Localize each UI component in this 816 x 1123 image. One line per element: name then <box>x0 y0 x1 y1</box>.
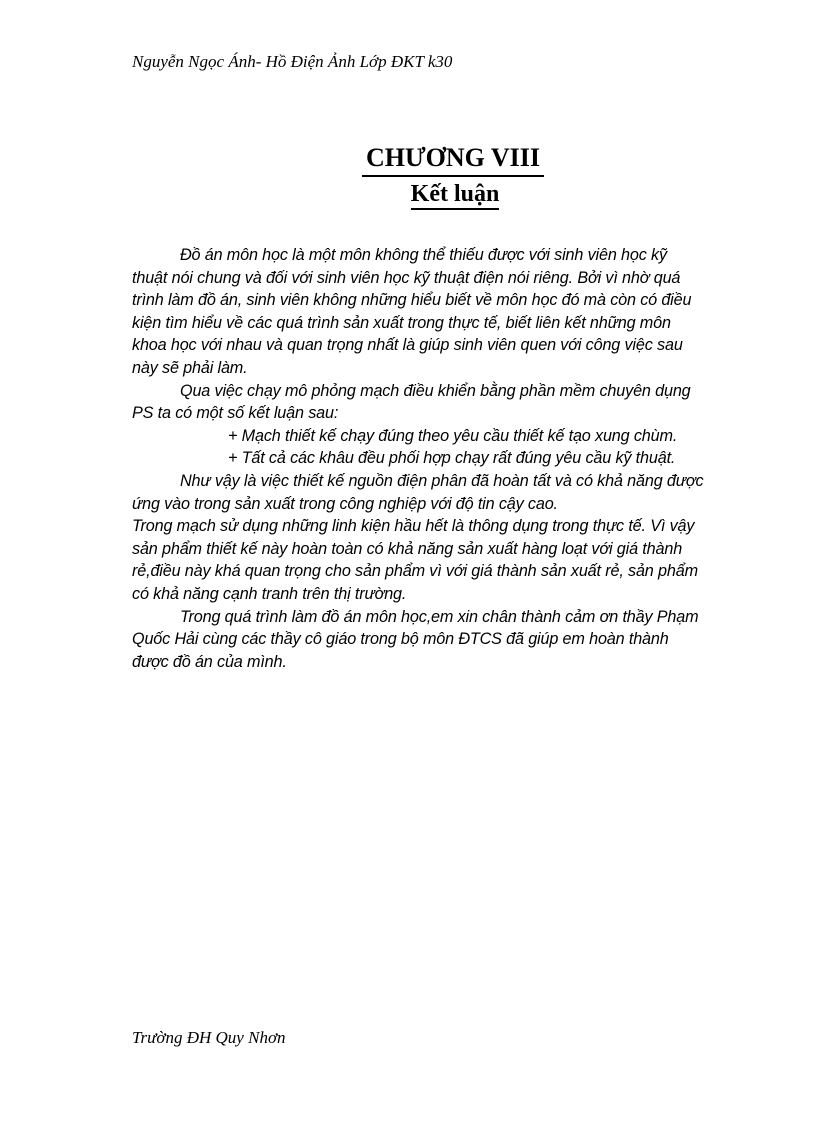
body-line: Như vậy là việc thiết kế nguồn điện phân đã hoàn tất và có khả năng được <box>180 471 704 490</box>
body-line: ứng vào trong sản xuất trong công nghiệp với độ tin cậy cao. <box>132 494 558 513</box>
bullet-line: + Mạch thiết kế chạy đúng theo yêu cầu thiết kế tạo xung chùm. <box>228 426 678 445</box>
page-header: Nguyễn Ngọc Ánh- Hồ Điện Ảnh Lớp ĐKT k30 <box>132 52 453 71</box>
chapter-title: CHƯƠNG VIII <box>362 143 544 177</box>
body-line: Đồ án môn học là một môn không thể thiếu được với sinh viên học kỹ <box>180 246 667 264</box>
body-line: Qua việc chạy mô phỏng mạch điều khiển bằng phần mềm chuyên dụng <box>180 381 691 400</box>
page-footer: Trường ĐH Quy Nhơn <box>132 1028 286 1047</box>
body-line: thuật nói chung và đối với sinh viên học kỹ thuật điện nói riêng. Bởi vì nhờ quá <box>132 268 681 287</box>
body-line: được đồ án của mình. <box>132 652 287 671</box>
body-line: sản phẩm thiết kế này hoàn toàn có khả năng sản xuất hàng loạt với giá thành <box>132 539 683 558</box>
body-line: có khả năng cạnh tranh trên thị trường. <box>132 584 407 603</box>
body-line: Trong quá trình làm đồ án môn học,em xin chân thành cảm ơn thầy Phạm <box>180 607 699 626</box>
body-text <box>132 244 742 673</box>
body-line: khoa học với nhau và quan trọng nhất là giúp sinh viên quen với công việc sau <box>132 336 683 355</box>
chapter-subtitle: Kết luận <box>411 180 500 210</box>
chapter-subtitle-block <box>22 180 816 210</box>
body-line: này sẽ phải làm. <box>132 358 248 377</box>
body-line: trình làm đồ án, sinh viên không những hiểu biết về môn học đó mà còn có điều <box>132 291 692 310</box>
body-line: PS ta có một số kết luận sau: <box>132 404 339 423</box>
bullet-line: + Tất cả các khâu đều phối hợp chạy rất đúng yêu cầu kỹ thuật. <box>228 449 676 468</box>
body-line: Trong mạch sử dụng những linh kiện hầu hết là thông dụng trong thực tế. Vì vậy <box>132 517 695 536</box>
body-line: kiện tìm hiểu về các quá trình sản xuất trong thực tế, biết liên kết những môn <box>132 313 671 332</box>
body-line: rẻ,điều này khá quan trọng cho sản phẩm vì với giá thành sản xuất rẻ, sản phẩm <box>132 562 698 581</box>
chapter-title-block <box>5 143 816 177</box>
body-line: Quốc Hải cùng các thầy cô giáo trong bộ môn ĐTCS đã giúp em hoàn thành <box>132 630 669 649</box>
